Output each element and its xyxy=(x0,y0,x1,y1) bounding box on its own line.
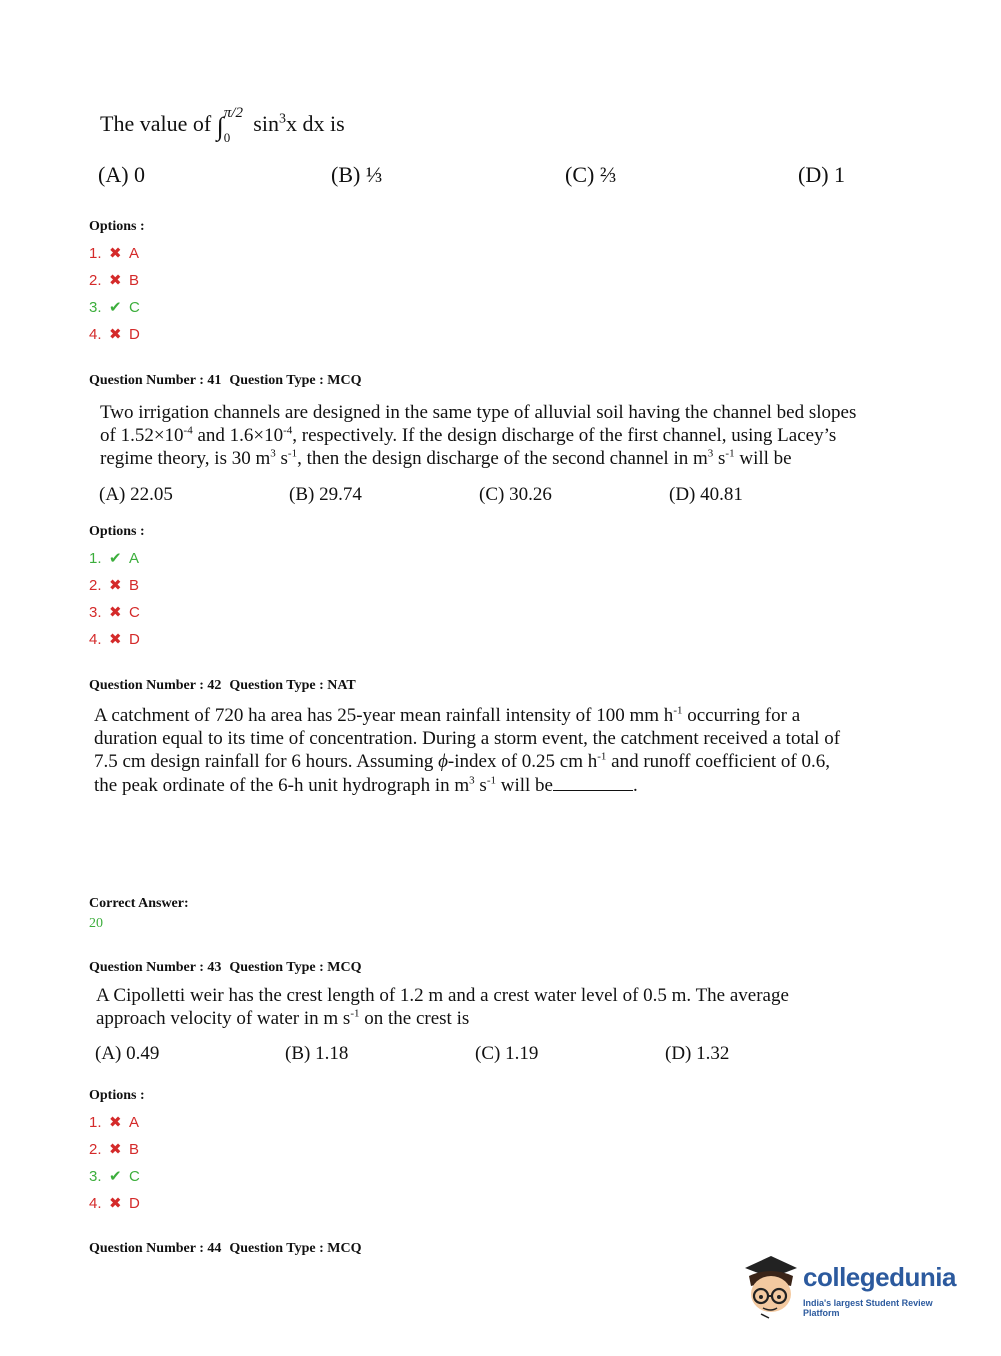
cross-icon: ✖ xyxy=(109,1140,122,1158)
q43-choice-b: (B) 1.18 xyxy=(285,1043,349,1064)
q40-choice-d: (D) 1 xyxy=(798,162,846,187)
q43-choice-a: (A) 0.49 xyxy=(95,1043,160,1064)
cross-icon: ✖ xyxy=(109,1113,122,1131)
q41-header: Question Number : 41 Question Type : MCQ xyxy=(89,373,362,388)
q43-options-label: Options : xyxy=(89,1088,145,1103)
option-row: 2. ✖ B xyxy=(89,576,140,594)
option-row: 2. ✖ B xyxy=(89,1140,140,1158)
q42-stem: A catchment of 720 ha area has 25-year mean rainfall intensity of 100 mm $h^{-1}$ occurring for a duration equal to its time of concentration. During a storm event, the catchment received a total of 7.5 cm design rainfall for 6 hours. Assuming ϕ-index of 0.25 cm $h^{-1}$ and runoff coefficient of 0.6, the peak ordinate of the 6-h unit hydrograph in $m^3$ $s^{-1}$ will be . xyxy=(94,704,841,796)
check-icon: ✔ xyxy=(109,549,122,567)
option-row: 4. ✖ D xyxy=(89,1194,140,1212)
check-icon: ✔ xyxy=(109,298,122,316)
cross-icon: ✖ xyxy=(109,271,122,289)
option-row: 4. ✖ D xyxy=(89,325,140,343)
q43-options-list xyxy=(89,1109,140,1217)
q43-choice-c: (C) 1.19 xyxy=(475,1043,539,1064)
integral-symbol: ∫ xyxy=(216,112,224,141)
q43-choice-d: (D) 1.32 xyxy=(665,1043,730,1064)
option-row: 3. ✔ C xyxy=(89,298,140,316)
check-icon: ✔ xyxy=(109,1167,122,1185)
option-row: 4. ✖ D xyxy=(89,630,140,648)
q41-choice-b: (B) 29.74 xyxy=(289,484,362,505)
q40-options-label: Options : xyxy=(89,219,145,234)
option-row: 1. ✖ A xyxy=(89,244,140,262)
option-row: 3. ✔ C xyxy=(89,1167,140,1185)
q40-options-list xyxy=(89,240,140,348)
q40-choice-c: (C) ⅔ xyxy=(565,162,617,187)
q41-choice-d: (D) 40.81 xyxy=(669,484,743,505)
logo-brand: collegedunia xyxy=(803,1262,956,1292)
integral-limits: π/2 0 xyxy=(223,104,243,145)
q40-choice-b: (B) ⅓ xyxy=(331,162,383,187)
q41-choice-c: (C) 30.26 xyxy=(479,484,552,505)
q41-options-label: Options : xyxy=(89,524,145,539)
q41-choice-a: (A) 22.05 xyxy=(99,484,173,505)
cross-icon: ✖ xyxy=(109,603,122,621)
q44-header: Question Number : 44 Question Type : MCQ xyxy=(89,1241,362,1256)
option-row: 1. ✖ A xyxy=(89,1113,140,1131)
graduate-mascot-icon xyxy=(741,1250,801,1320)
q43-header: Question Number : 43 Question Type : MCQ xyxy=(89,960,362,975)
q40-choice-a: (A) 0 xyxy=(98,162,146,187)
q43-stem: A Cipolletti weir has the crest length of 1.2 m and a crest water level of 0.5 m. The average approach velocity of water in m $s^{-1}$ on the crest is xyxy=(96,985,789,1029)
cross-icon: ✖ xyxy=(109,630,122,648)
option-row: 3. ✖ C xyxy=(89,603,140,621)
q41-options-list xyxy=(89,545,140,653)
cross-icon: ✖ xyxy=(109,244,122,262)
q41-stem: Two irrigation channels are designed in the same type of alluvial soil having the channel bed slopes of $1.52\times 10^{-4}$ and $1.6\times 10^{-4}$, respectively. If the design discharge of the first channel, using Lacey’s regime theory, is 30 $m^3$ $s^{-1}$, then the design discharge of the second channel in $m^3$ $s^{-1}$ will be xyxy=(100,402,857,469)
logo-tagline: India's largest Student Review Platform xyxy=(803,1298,933,1318)
collegedunia-logo xyxy=(741,1250,971,1320)
answer-blank xyxy=(553,773,633,791)
q42-answer-value: 20 xyxy=(89,916,103,931)
q42-header: Question Number : 42 Question Type : NAT xyxy=(89,678,356,693)
cross-icon: ✖ xyxy=(109,1194,122,1212)
cross-icon: ✖ xyxy=(109,576,122,594)
option-row: 2. ✖ B xyxy=(89,271,140,289)
q40-stem: The value of ∫ π/2 0 $\sin^3x$ dx is xyxy=(100,104,345,145)
q42-answer-label: Correct Answer: xyxy=(89,896,189,911)
option-row: 1. ✔ A xyxy=(89,549,140,567)
cross-icon: ✖ xyxy=(109,325,122,343)
